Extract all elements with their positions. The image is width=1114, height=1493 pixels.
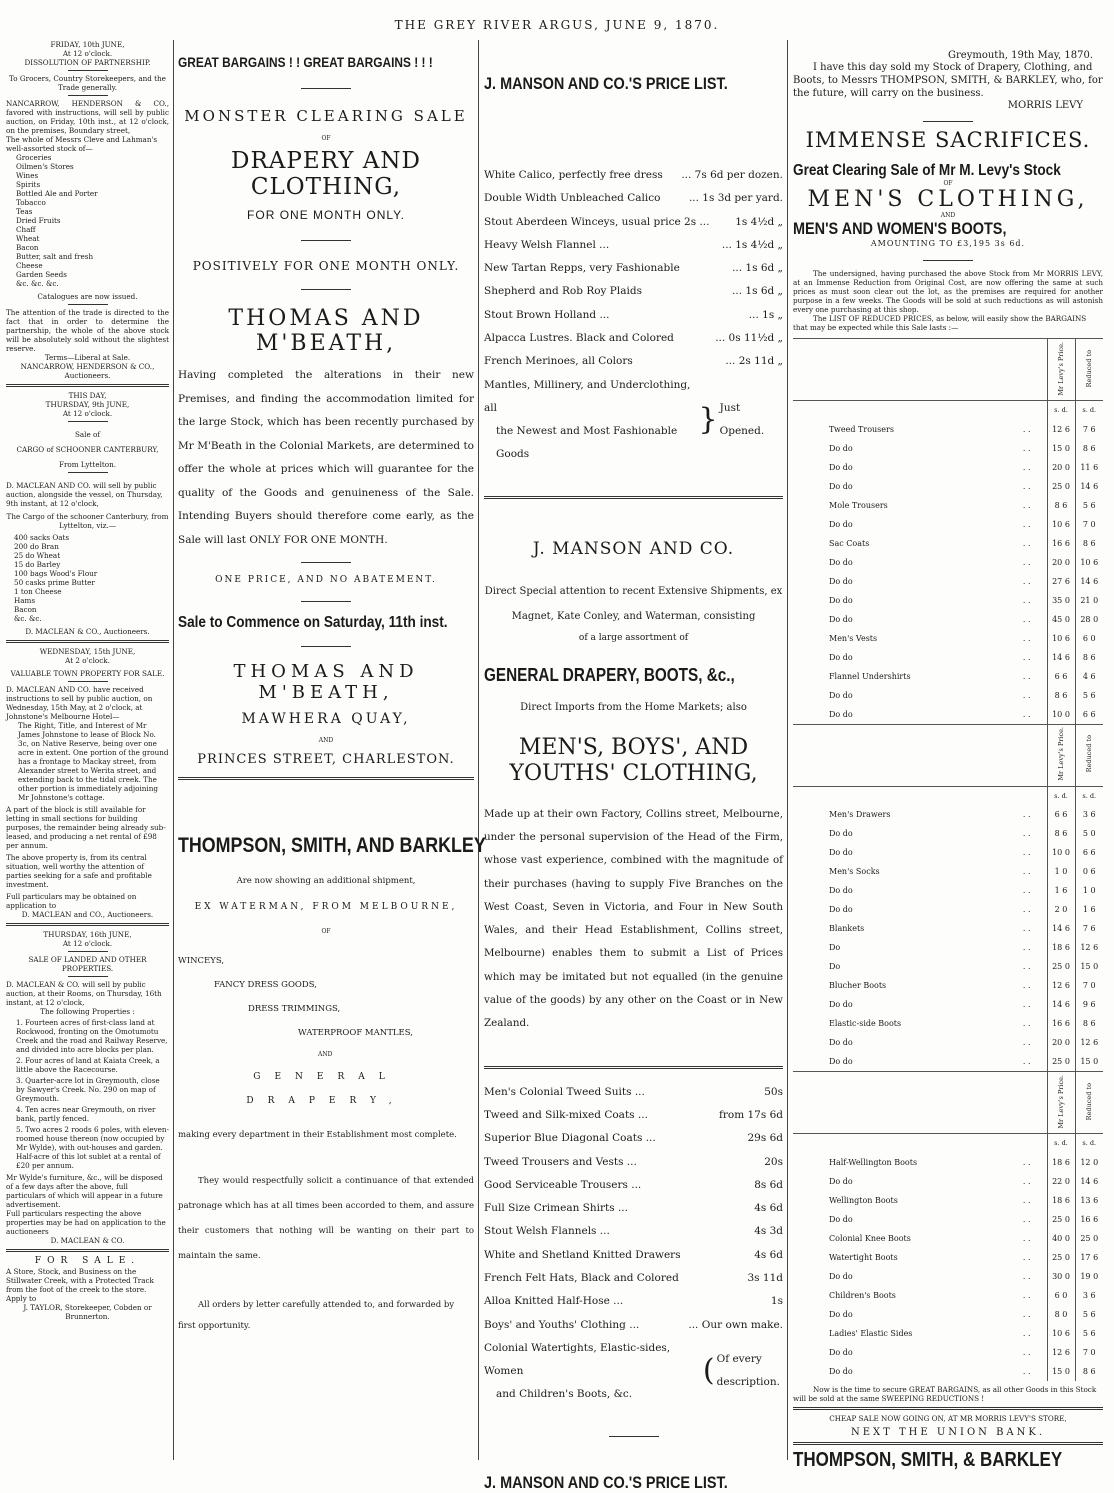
item-price: 8s 6d <box>754 1178 783 1191</box>
cargo-list <box>6 533 169 623</box>
price-row: Do do . . 20 0 11 6 <box>793 458 1103 477</box>
attention-note: The attention of the trade is directed to the fact that in order to determine the partnership, the whole of the above stock will be absolutely sold without the slightest reserve. <box>6 308 169 353</box>
and-label: AND <box>318 737 334 744</box>
monster-sale-heading: MONSTER CLEARING SALE <box>184 107 468 125</box>
stock-item: Cheese <box>16 261 43 270</box>
item-label: Alloa Knitted Half-Hose ... <box>484 1295 624 1308</box>
item-price: 29s 6d <box>747 1132 783 1145</box>
price-row: Do do . . 20 0 12 6 <box>793 1033 1103 1052</box>
sale-day: THIS DAY, <box>68 391 107 400</box>
commence-headline: Sale to Commence on Saturday, 11th inst. <box>178 614 448 631</box>
sale-date: THURSDAY, 9th JUNE, <box>45 400 130 409</box>
price-row <box>484 350 783 373</box>
price-row: Do do . . 45 0 28 0 <box>793 610 1103 629</box>
price-row <box>484 187 783 210</box>
item-label: Stout Aberdeen Winceys, usual price 2s ... <box>484 215 710 228</box>
factory-note: Made up at their own Factory, Collins street, Melbourne, under the personal supervision of the Head of the Firm, whose vast experience, combined with the magnitude of their purchases (having to supply Five Branches on the West Coast, Seven in Victoria, and Four in New South Wales, and their Head Establishment, Collins street, Melbourne) enables them to submit a List of Prices which may be imitated but not equalled (in the genuine value of the goods) by any other on the Coast or in New Zealand. <box>484 807 783 1030</box>
stock-item: Bacon <box>16 243 39 252</box>
price-row: Ladies' Elastic Sides . . 10 6 5 6 <box>793 1324 1103 1343</box>
property-letting: A part of the block is still available for letting in small sections for building purposes, the remainder being already sub-leased, and producing a net rental of £98 per annum. <box>6 805 166 850</box>
item-price: 4s 6d <box>754 1202 783 1215</box>
sale-body: NANCARROW, HENDERSON & CO., favored with instructions, will sell by public auction, on Friday, 10th inst., at 12 o'clock, on the premises, Boundary street, <box>6 99 169 135</box>
auctioneer-signature: D. MACLEAN & CO. <box>50 1236 125 1245</box>
bargains-column <box>174 40 486 1460</box>
shipment-note: Direct Special attention to recent Extensive Shipments, ex Magnet, Kate Conley, and Waterman, consisting <box>484 585 783 622</box>
price-row: Do do . . 12 6 7 0 <box>793 1343 1103 1362</box>
solicit-note: They would respectfully solicit a continuance of that extended patronage which has at all times been accorded to them, and assure their customers that nothing will be wanting on their part to maintain the same. <box>178 1176 474 1261</box>
stock-item: Tobacco <box>16 198 46 207</box>
clothing-heading: MEN'S, BOYS', AND YOUTHS' CLOTHING, <box>509 734 758 786</box>
sale-body: D. MACLEAN AND CO. have received instructions to sell by public auction, on Wednesday, 15th May, at 2 o'clock, at Johnstone's Melbourne Hotel— <box>6 685 153 721</box>
price-row: Do do . . 2 0 1 6 <box>793 900 1103 919</box>
goods-item: FANCY DRESS GOODS, <box>214 980 317 990</box>
price-list <box>484 164 783 374</box>
item-label: Men's Colonial Tweed Suits ... <box>484 1085 645 1098</box>
furniture-note: Mr Wylde's furniture, &c., will be disposed of a few days after the above, full particulars of which will appear in a future advertisement. <box>6 1173 163 1209</box>
cargo-item: Hams <box>14 596 36 605</box>
price-row: Children's Boots . . 6 0 3 6 <box>793 1286 1103 1305</box>
price-list-headline: J. MANSON AND CO.'S PRICE LIST. <box>484 74 728 93</box>
firm-heading: J. MANSON AND CO. <box>532 538 735 559</box>
property-item: 5. Two acres 2 roods 6 poles, with eleven-roomed house thereon (now occupied by Mr Wylde), with out-houses and garden. Half-acre of this lot sublet at a rental of £20 per annum. <box>16 1125 169 1170</box>
sale-time: At 12 o'clock. <box>62 49 113 58</box>
sale-date: THURSDAY, 16th JUNE, <box>43 930 132 939</box>
item-label: Superior Blue Diagonal Coats ... <box>484 1132 656 1145</box>
price-row: Do do . . 15 0 8 6 <box>793 1362 1103 1381</box>
sale-audience: To Grocers, Country Storekeepers, and the Trade generally. <box>9 74 166 92</box>
property-item: 3. Quarter-acre lot in Greymouth, close by Sawyer's Creek. No. 290 on map of Greymouth. <box>16 1076 160 1103</box>
price-row: Do do . . 14 6 8 6 <box>793 648 1103 667</box>
price-row: Do do . . 20 0 10 6 <box>793 553 1103 572</box>
stock-item: Garden Seeds <box>16 270 67 279</box>
catalogue-note: Catalogues are now issued. <box>37 292 138 301</box>
price-list-footer: J. MANSON AND CO.'S PRICE LIST. <box>484 1472 728 1492</box>
item-price: ... 7s 6d per dozen. <box>681 169 783 181</box>
stock-item: Spirits <box>16 180 41 189</box>
item-price: ... Our own make. <box>688 1318 783 1331</box>
properties-intro: The following Properties : <box>40 1007 135 1016</box>
price-row: Do do . . 25 0 14 6 <box>793 477 1103 496</box>
price-row: Mole Trousers . . 8 6 5 6 <box>793 496 1103 515</box>
goods-item: WATERPROOF MANTLES, <box>298 1028 413 1038</box>
general-drapery-heading: GENERAL DRAPERY, BOOTS, &c., <box>484 664 735 685</box>
sale-origin: From Lyttelton. <box>58 460 116 469</box>
one-month-heading: FOR ONE MONTH ONLY. <box>247 208 405 222</box>
stock-item: Wheat <box>16 234 40 243</box>
sale-title: CARGO of SCHOONER CANTERBURY, <box>16 445 159 454</box>
item-price: ... 1s 4½d „ <box>721 238 783 251</box>
item-price: 20s <box>764 1155 783 1168</box>
firm-footer: THOMPSON, SMITH, & BARKLEY <box>793 1448 1063 1471</box>
list-note: The LIST OF REDUCED PRICES, as below, will easily show the BARGAINS that may be expected while this Sale lasts :— <box>793 314 1087 332</box>
item-price: ... 1s „ <box>748 308 783 321</box>
cargo-item: 200 do Bran <box>14 542 59 551</box>
reduced-price-tables <box>793 338 1103 1381</box>
clothing-heading: MEN'S CLOTHING, <box>807 187 1089 212</box>
property-details: The Right, Title, and Interest of Mr James Johnstone to lease of Block No. 3c, on Native Reserve, being over one acre in extent. One portion of the ground has a frontage to Mackay street, from Alexander street to Werita street, and extending back to the tidal creek. The other portion is immediately adjoining Mr Johnstone's cottage. <box>18 721 169 802</box>
price-row: Do do . . 10 6 7 0 <box>793 515 1103 534</box>
price-row: Wellington Boots . . 18 6 13 6 <box>793 1191 1103 1210</box>
price-row: Do do . . 15 0 8 6 <box>793 439 1103 458</box>
goods-item: GENERAL DRAPERY, <box>246 1072 406 1106</box>
goods-item: WINCEYS, <box>178 956 225 966</box>
stock-item: Groceries <box>16 153 52 162</box>
reduced-price-header: Reduced to <box>1085 1082 1094 1121</box>
firm-headline: THOMPSON, SMITH, AND BARKLEY <box>178 834 486 857</box>
stock-item: Oilmen's Stores <box>16 162 74 171</box>
sale-time: At 12 o'clock. <box>62 409 113 418</box>
goods-list <box>178 949 474 1113</box>
stock-item: Dried Fruits <box>16 216 61 225</box>
item-price: 4s 6d <box>754 1248 783 1261</box>
price-row: Men's Socks . . 1 0 0 6 <box>793 862 1103 881</box>
price-row <box>484 234 783 257</box>
making-note: making every department in their Establishment most complete. <box>178 1130 457 1140</box>
stock-item: Teas <box>16 207 33 216</box>
bargains-headline: GREAT BARGAINS ! ! GREAT BARGAINS ! ! ! <box>178 54 433 70</box>
price-row: Do . . 25 0 15 0 <box>793 957 1103 976</box>
for-sale-body: A Store, Stock, and Business on the Stillwater Creek, with a Protected Track from the foot of the creek to the store. <box>6 1267 154 1295</box>
cheap-sale-note: CHEAP SALE NOW GOING ON, AT MR MORRIS LEVY'S STORE, <box>829 1413 1067 1423</box>
reduced-price-table: Mr Levy's Price. Reduced to s. d. s. d. Tweed Trousers . . 12 6 7 6 Do do . . 15 0 8 6 Do do . . 20 0 11 6 Do do . . 25 0 14 6 Mole Trousers . . 8 6 5 6 Do do . . 10 6 7 0 Sac Coats . . 16 6 8 6 Do do . . 20 0 10 6 Do do . . 27 6 14 6 Do do . . 35 0 21 0 Do do . . 45 0 28 0 Men's Vests . . 10 6 6 0 Do do . . 14 6 8 6 Flannel Undershirts . . 6 6 4 6 Do do . . 8 6 5 6 Do do . . 10 0 6 6 <box>793 338 1103 724</box>
shipment-note: Are now showing an additional shipment, <box>236 876 416 886</box>
reduced-price-header: Reduced to <box>1085 349 1094 388</box>
item-label: Heavy Welsh Flannel ... <box>484 238 610 251</box>
price-row: Sac Coats . . 16 6 8 6 <box>793 534 1103 553</box>
item-label: Boys' and Youths' Clothing ... <box>484 1318 640 1331</box>
bargains-note: Now is the time to secure GREAT BARGAINS, as all other Goods in this Stock will be sold at the same SWEEPING REDUCTIONS ! <box>793 1384 1097 1403</box>
property-note: The above property is, from its central situation, well worthy the attention of parties seeking for a safe and profitable investment. <box>6 853 152 889</box>
item-price: ... 2s 11d „ <box>725 355 783 368</box>
sale-body: Having completed the alterations in their new Premises, and finding the accommodation limited for the large Stock, which has been recently purchased by Mr M'Beath in the Colonial Markets, are determined to offer the whole at prices which will guarantee for the quality of the Goods and genuineness of the Sale. Intending Buyers should therefore come early, as the Sale will last ONLY FOR ONE MONTH. <box>178 369 474 546</box>
price-row <box>484 1220 783 1243</box>
goods-item: AND <box>318 1051 333 1058</box>
price-row: Do do . . 8 0 5 6 <box>793 1305 1103 1324</box>
price-row: Do do . . 10 0 6 6 <box>793 843 1103 862</box>
price-row <box>484 1197 783 1220</box>
sale-date: FRIDAY, 10th JUNE, <box>50 40 125 49</box>
price-row: Blucher Boots . . 12 6 7 0 <box>793 976 1103 995</box>
mantles-row: Mantles, Millinery, and Underclothing, all the Newest and Most Fashionable Goods } Just Opened. <box>484 378 765 460</box>
price-row <box>484 257 783 280</box>
levy-column <box>789 40 1107 1471</box>
price-row <box>484 1104 783 1127</box>
reduced-price-table: Mr Levy's Price. Reduced to s. d. s. d. Half-Wellington Boots . . 18 6 12 0 Do do . . 22 0 14 6 Wellington Boots . . 18 6 13 6 Do do . . 25 0 16 6 Colonial Knee Boots . . 40 0 25 0 Watertight Boots . . 25 0 17 6 Do do . . 30 0 19 0 Children's Boots . . 6 0 3 6 Do do . . 8 0 5 6 Ladies' Elastic Sides . . 10 6 5 6 Do do . . 12 6 7 0 Do do . . 15 0 8 6 <box>793 1071 1103 1381</box>
sale-title: VALUABLE TOWN PROPERTY FOR SALE. <box>10 669 165 678</box>
price-row: Half-Wellington Boots . . 18 6 12 0 <box>793 1153 1103 1172</box>
item-label: Stout Brown Holland ... <box>484 308 610 321</box>
item-price: 3s 11d <box>747 1272 783 1285</box>
manson-column <box>480 40 788 1492</box>
sale-body: D. MACLEAN AND CO. will sell by public auction, alongside the vessel, on Thursday, 9th instant, at 12 o'clock, <box>6 481 163 508</box>
price-row <box>484 280 783 303</box>
item-price: 1s 4½d „ <box>735 215 783 228</box>
stock-item: Butter, salt and fresh <box>16 252 94 261</box>
positively-heading: POSITIVELY FOR ONE MONTH ONLY. <box>192 259 460 273</box>
cargo-item: 25 do Wheat <box>14 551 61 560</box>
drapery-heading: DRAPERY AND CLOTHING, <box>231 148 421 200</box>
colonial-row: Colonial Watertights, Elastic-sides, Women and Children's Boots, &c. ( Of every description. <box>484 1341 780 1400</box>
price-row: Do . . 18 6 12 6 <box>793 938 1103 957</box>
price-row: Men's Drawers . . 6 6 3 6 <box>793 805 1103 824</box>
for-sale-title: FOR SALE. <box>34 1256 141 1266</box>
orders-note: All orders by letter carefully attended to, and forwarded by first opportunity. <box>178 1300 455 1331</box>
item-label: White and Shetland Knitted Drawers <box>484 1248 681 1261</box>
cargo-item: 400 sacks Oats <box>14 533 70 542</box>
stock-list <box>6 153 169 288</box>
stock-item: Bottled Ale and Porter <box>16 189 98 198</box>
property-item: 4. Ten acres near Greymouth, on river bank, partly fenced. <box>16 1105 156 1123</box>
price-row: Do do . . 25 0 15 0 <box>793 1052 1103 1071</box>
item-label: White Calico, perfectly free dress <box>484 169 663 181</box>
and-label: AND <box>940 212 956 219</box>
price-row: Do do . . 14 6 9 6 <box>793 995 1103 1014</box>
auctioneer-signature: D. MACLEAN & CO., Auctioneers. <box>25 627 150 636</box>
item-label: French Merinoes, all Colors <box>484 355 633 368</box>
cargo-item: 50 casks prime Butter <box>14 578 95 587</box>
item-label: Stout Welsh Flannels ... <box>484 1225 610 1238</box>
item-price: ... 0s 11½d „ <box>715 332 783 345</box>
cargo-item: 1 ton Cheese <box>14 587 62 596</box>
of-label: OF <box>321 135 331 142</box>
of-label: OF <box>943 180 953 187</box>
dateline: Greymouth, 19th May, 1870. <box>948 50 1093 61</box>
address-line: MAWHERA QUAY, <box>241 711 411 727</box>
item-price: 1s <box>770 1295 783 1308</box>
price-row <box>484 1244 783 1267</box>
auctioneer-signature: NANCARROW, HENDERSON & CO., Auctioneers. <box>20 362 155 380</box>
item-price: ... 1s 6d „ <box>732 262 783 275</box>
sale-time: At 2 o'clock. <box>65 656 110 665</box>
storekeeper-signature: J. TAYLOR, Storekeeper, Cobden or Brunnerton. <box>23 1303 152 1322</box>
one-price-note: ONE PRICE, AND NO ABATEMENT. <box>215 575 437 585</box>
of-label: OF <box>321 928 331 935</box>
item-label: French Felt Hats, Black and Colored <box>484 1272 679 1285</box>
item-label: Tweed and Silk-mixed Coats ... <box>484 1108 648 1121</box>
price-row: Do do . . 35 0 21 0 <box>793 591 1103 610</box>
sale-label: Sale of <box>74 430 101 439</box>
masthead: THE GREY RIVER ARGUS, JUNE 9, 1870. <box>394 18 720 32</box>
cargo-item: Bacon <box>14 605 37 614</box>
sale-title: DISSOLUTION OF PARTNERSHIP. <box>24 58 151 67</box>
sale-body: D. MACLEAN & CO. will sell by public auction, at their Rooms, on Thursday, 16th instant, at 12 o'clock, <box>6 980 162 1007</box>
levy-price-header: Mr Levy's Price. <box>1057 1074 1065 1129</box>
item-label: Good Serviceable Trousers ... <box>484 1178 642 1191</box>
particulars-note: Full particulars respecting the above properties may be had on application to the auctioneers <box>6 1209 166 1236</box>
price-row <box>484 1314 783 1337</box>
price-row: Do do . . 25 0 16 6 <box>793 1210 1103 1229</box>
item-price: from 17s 6d <box>718 1108 783 1121</box>
undersigned-note: The undersigned, having purchased the above Stock from Mr MORRIS LEVY, at an Immense Reduction from Original Cost, are now offering the same at such prices as must soon clear out the lot, as the premises are required for another purpose in a few weeks. The Goods will be sold at such reductions as will astonish every one purchasing at this shop. <box>793 269 1103 314</box>
price-row <box>484 164 783 187</box>
levy-price-header: Mr Levy's Price. <box>1057 341 1065 396</box>
item-price: 50s <box>764 1085 783 1098</box>
price-row: Do do . . 8 6 5 0 <box>793 824 1103 843</box>
levy-signature: MORRIS LEVY <box>1007 100 1083 111</box>
item-price: 4s 3d <box>754 1225 783 1238</box>
price-row: Do do . . 22 0 14 6 <box>793 1172 1103 1191</box>
sale-time: At 12 o'clock. <box>62 939 113 948</box>
price-row <box>484 304 783 327</box>
terms: Terms—Liberal at Sale. <box>44 353 131 362</box>
immense-heading: IMMENSE SACRIFICES. <box>805 128 1091 152</box>
reduced-price-table: Mr Levy's Price. Reduced to s. d. s. d. Men's Drawers . . 6 6 3 6 Do do . . 8 6 5 0 Do do . . 10 0 6 6 Men's Socks . . 1 0 0 6 Do do . . 1 6 1 0 Do do . . 2 0 1 6 Blankets . . 14 6 7 6 Do . . 18 6 12 6 Do . . 25 0 15 0 Blucher Boots . . 12 6 7 0 Do do . . 14 6 9 6 Elastic-side Boots . . 16 6 8 6 Do do . . 20 0 12 6 Do do . . 25 0 15 0 <box>793 724 1103 1072</box>
price-row <box>484 1081 783 1104</box>
clearing-headline: Great Clearing Sale of Mr M. Levy's Stock <box>793 162 1061 179</box>
sale-title: SALE OF LANDED AND OTHER PROPERTIES. <box>28 955 147 973</box>
clothing-price-list <box>484 1081 783 1337</box>
boots-headline: MEN'S AND WOMEN'S BOOTS, <box>793 219 1007 238</box>
property-list <box>6 1018 169 1170</box>
apply-label: Apply to <box>6 1294 37 1304</box>
price-row: Do do . . 1 6 1 0 <box>793 881 1103 900</box>
amount-note: AMOUNTING TO £3,195 3s 6d. <box>870 239 1026 248</box>
price-row: Men's Vests . . 10 6 6 0 <box>793 629 1103 648</box>
cargo-item: &c. &c. <box>14 614 42 623</box>
item-label: Double Width Unbleached Calico <box>484 192 661 205</box>
price-row <box>484 1151 783 1174</box>
location-note: NEXT THE UNION BANK. <box>850 1426 1046 1438</box>
price-row: Blankets . . 14 6 7 6 <box>793 919 1103 938</box>
price-row: Watertight Boots . . 25 0 17 6 <box>793 1248 1103 1267</box>
price-row <box>484 1127 783 1150</box>
property-item: 1. Fourteen acres of first-class land at Rockwood, fronting on the Omotumotu Creek and the road and Railway Reserve, and divided into acre blocks per plan. <box>16 1018 168 1054</box>
address-line: PRINCES STREET, CHARLESTON. <box>197 752 455 767</box>
item-price: ... 1s 3d per yard. <box>688 192 783 205</box>
price-row: Elastic-side Boots . . 16 6 8 6 <box>793 1014 1103 1033</box>
goods-item: DRESS TRIMMINGS, <box>248 1004 341 1014</box>
reduced-price-header: Reduced to <box>1085 735 1094 773</box>
ship-name: EX WATERMAN, FROM MELBOURNE, <box>194 902 458 912</box>
assortment-note: of a large assortment of <box>578 632 689 643</box>
property-item: 2. Four acres of land at Kaiata Creek, a little above the Racecourse. <box>16 1056 160 1074</box>
sale-date: WEDNESDAY, 15th JUNE, <box>39 647 136 656</box>
particulars-note: Full particulars may be obtained on application to <box>6 892 137 910</box>
price-row: Flannel Undershirts . . 6 6 4 6 <box>793 667 1103 686</box>
cargo-item: 100 bags Wood's Flour <box>14 569 98 578</box>
item-price: ... 1s 6d „ <box>732 285 783 298</box>
stock-item: Wines <box>16 171 39 180</box>
stock-item: &c. &c. &c. <box>16 279 59 288</box>
auctioneer-signature: D. MACLEAN and CO., Auctioneers. <box>21 910 154 919</box>
stock-item: Chaff <box>16 225 36 234</box>
imports-note: Direct Imports from the Home Markets; also <box>520 701 747 713</box>
item-label: Full Size Crimean Shirts ... <box>484 1202 628 1215</box>
price-row: Do do . . 27 6 14 6 <box>793 572 1103 591</box>
firm-heading: THOMAS AND M'BEATH, <box>233 661 419 703</box>
price-row: Do do . . 30 0 19 0 <box>793 1267 1103 1286</box>
cargo-item: 15 do Barley <box>14 560 61 569</box>
item-label: Alpacca Lustres. Black and Colored <box>484 332 674 345</box>
price-row <box>484 327 783 350</box>
price-row <box>484 1290 783 1313</box>
price-row <box>484 1267 783 1290</box>
price-row: Do do . . 10 0 6 6 <box>793 705 1103 724</box>
item-label: Tweed Trousers and Vests ... <box>484 1155 637 1168</box>
price-row <box>484 1174 783 1197</box>
price-row: Tweed Trousers . . 12 6 7 6 <box>793 420 1103 439</box>
item-label: Shepherd and Rob Roy Plaids <box>484 285 642 298</box>
price-row <box>484 211 783 234</box>
price-row: Do do . . 8 6 5 6 <box>793 686 1103 705</box>
sale-stock: The whole of Messrs Cleve and Lahman's well-assorted stock of— <box>6 135 158 153</box>
sale-notice: I have this day sold my Stock of Drapery, Clothing, and Boots, to Messrs THOMPSON, SMITH, & BARKLEY, who, for the future, will carry on the business. <box>793 62 1103 99</box>
auction-column <box>6 40 174 1460</box>
item-label: New Tartan Repps, very Fashionable <box>484 262 680 275</box>
price-row: Colonial Knee Boots . . 40 0 25 0 <box>793 1229 1103 1248</box>
cargo-intro: The Cargo of the schooner Canterbury, from Lyttelton, viz.— <box>6 512 169 530</box>
firm-heading: THOMAS AND M'BEATH, <box>228 306 424 356</box>
levy-price-header: Mr Levy's Price. <box>1057 727 1065 781</box>
